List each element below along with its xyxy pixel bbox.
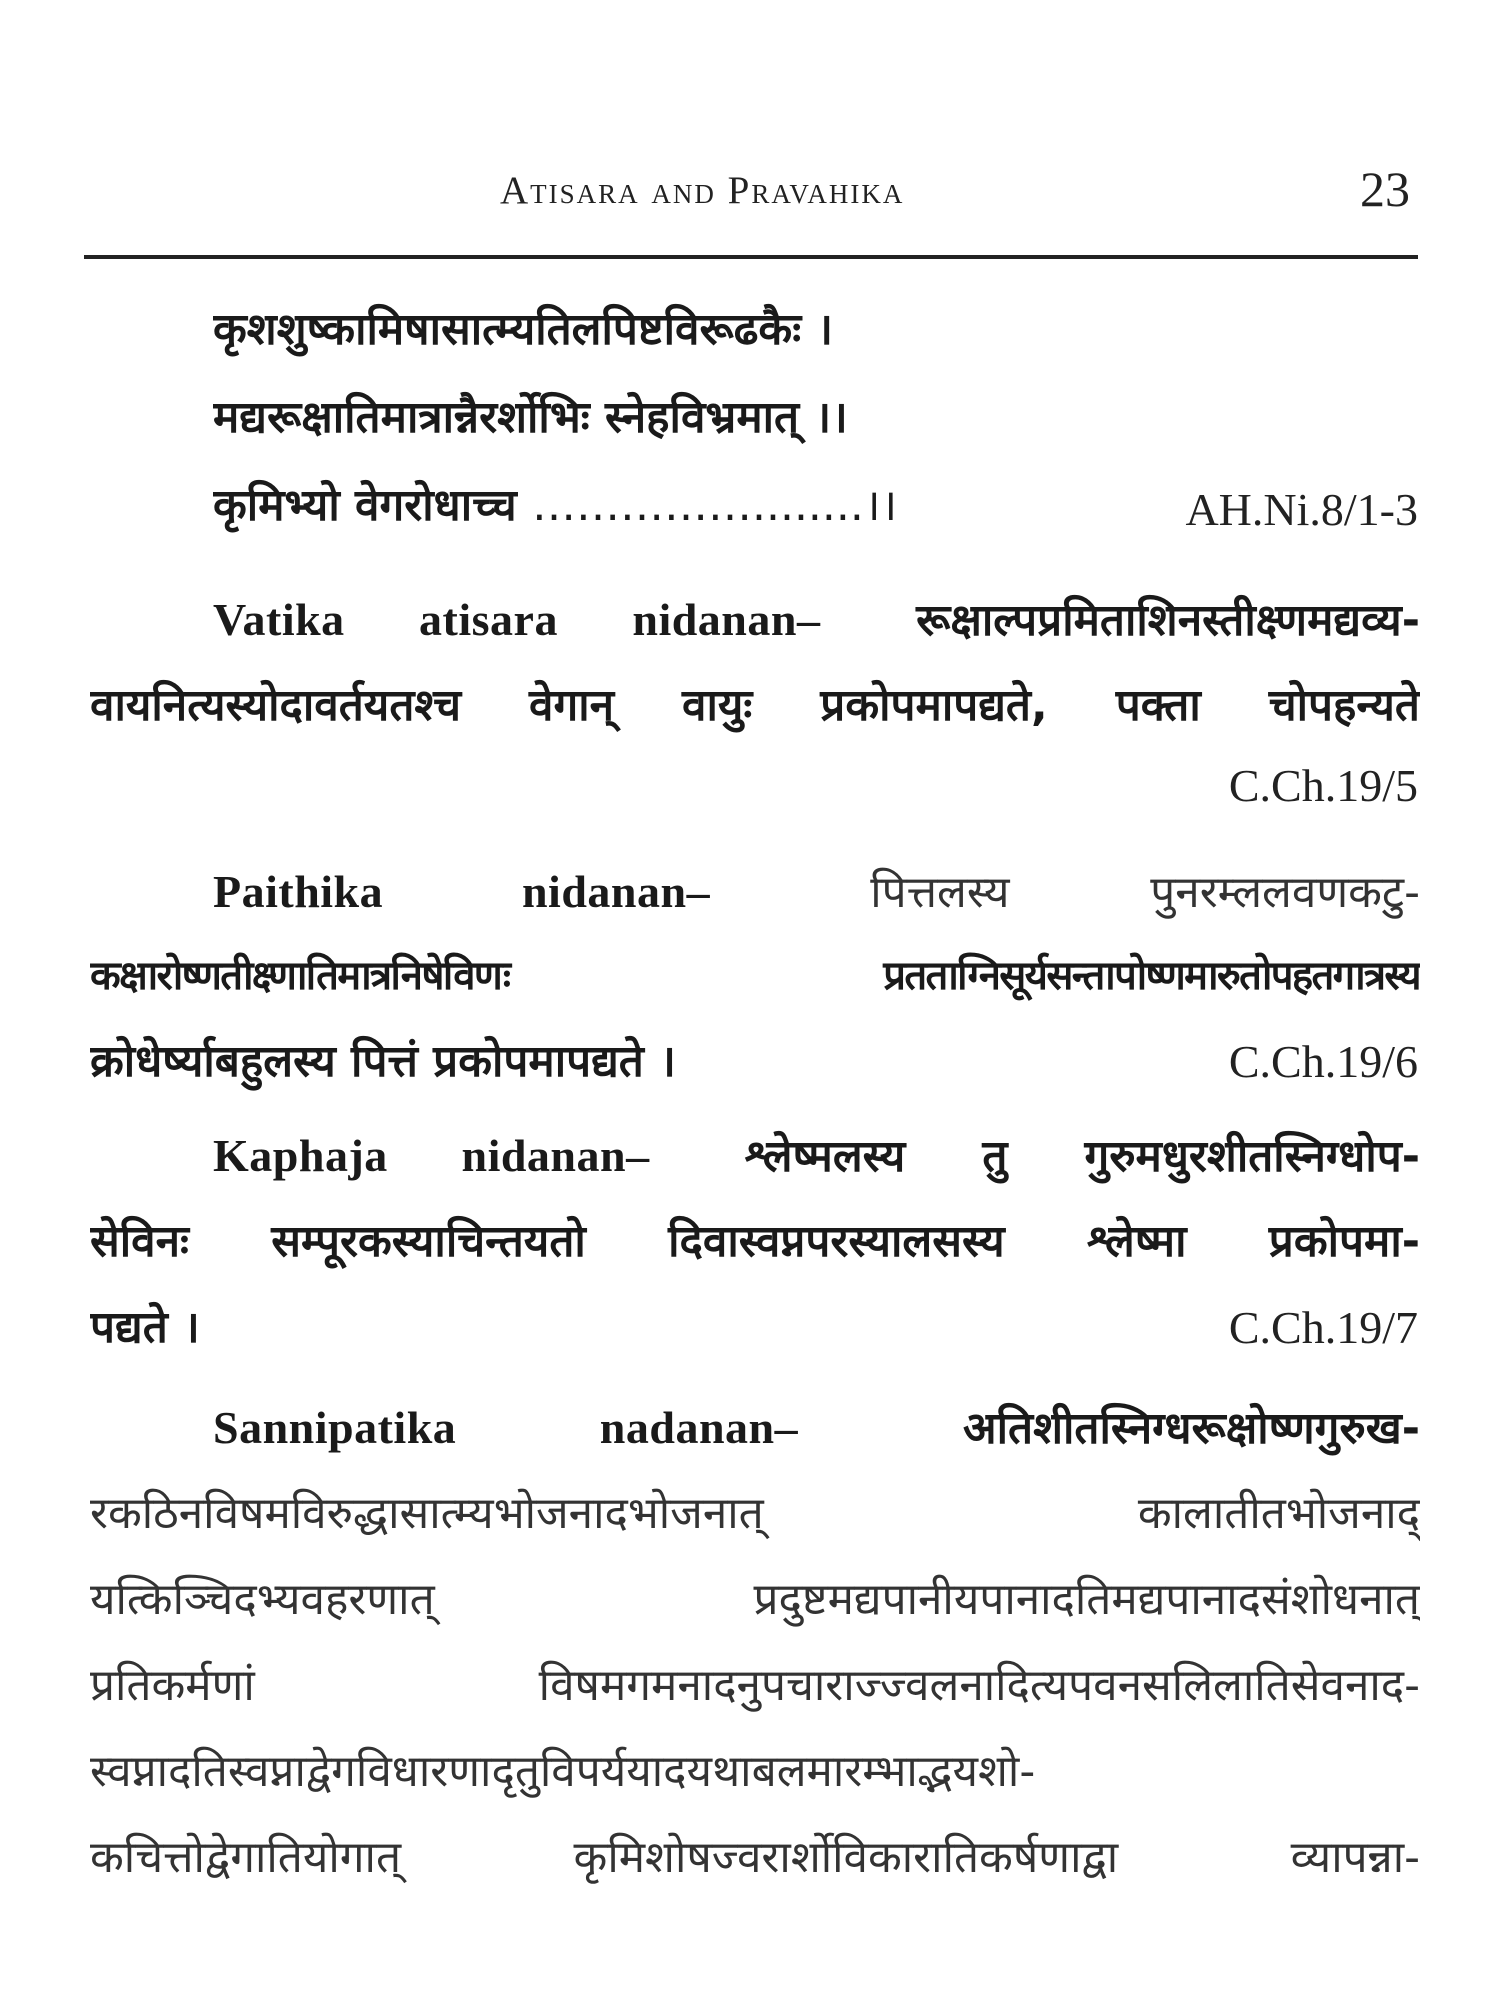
vatika-label: Vatika atisara nidanan– — [213, 594, 821, 645]
paithika-label: Paithika nidanan– — [213, 866, 711, 917]
sannipatika-line-3: यत्किञ्चिदभ्यवहरणात् प्रदुष्टमद्यपानीयपानादतिमद्यपानादसंशोधनात् — [90, 1574, 1420, 1625]
kaphaja-line-2: सेविनः सम्पूरकस्याचिन्तयतो दिवास्वप्नपरस्यालसस्य श्लेष्मा प्रकोपमा- — [90, 1216, 1420, 1267]
paithika-line-1 — [213, 862, 1420, 922]
kaphaja-reference: C.Ch.19/7 — [1228, 1302, 1418, 1353]
sannipatika-line-2: रकठिनविषमविरुद्धासात्म्यभोजनादभोजनात् कालातीतभोजनाद् — [90, 1488, 1420, 1539]
sannipatika-line-6: कचित्तोद्वेगातियोगात् कृमिशोषज्वरार्शोविकारातिकर्षणाद्वा व्यापन्ना- — [90, 1832, 1420, 1883]
verse-line-3 — [213, 476, 1013, 536]
header-divider — [84, 255, 1418, 259]
running-header-title: Atisara and Pravahika — [500, 169, 905, 212]
paithika-line-3: क्रोधेर्ष्याबहुलस्य पित्तं प्रकोपमापद्यते । — [90, 1036, 676, 1087]
verse-line-3-dots: ……………........।। — [531, 480, 898, 531]
sannipatika-label: Sannipatika nadanan– — [213, 1402, 799, 1453]
kaphaja-line-1 — [213, 1126, 1420, 1186]
kaphaja-label: Kaphaja nidanan– — [213, 1130, 650, 1181]
verse-line-2: मद्यरूक्षातिमात्रान्नैरर्शोभिः स्नेहविभ्रमात् ।। — [213, 392, 848, 443]
vatika-text-1: रूक्षाल्पप्रमिताशिनस्तीक्ष्णमद्यव्य- — [916, 595, 1420, 646]
sannipatika-line-1 — [213, 1398, 1420, 1458]
kaphaja-line-3: पद्यते । — [90, 1302, 200, 1353]
kaphaja-text-1: श्लेष्मलस्य तु गुरुमधुरशीतस्निग्धोप- — [744, 1131, 1420, 1182]
vatika-reference: C.Ch.19/5 — [1228, 760, 1418, 811]
sannipatika-line-5: स्वप्नादतिस्वप्नाद्वेगविधारणादृतुविपर्ययादयथाबलमारम्भाद्भयशो- — [90, 1746, 1036, 1797]
paithika-line-2: कक्षारोष्णतीक्ष्णातिमात्रनिषेविणः प्रतताग्निसूर्यसन्तापोष्णमारुतोपहतगात्रस्य — [90, 953, 1420, 999]
sannipatika-text-1: अतिशीतस्निग्धरूक्षोष्णगुरुख- — [963, 1403, 1420, 1454]
vatika-line-1 — [213, 590, 1420, 650]
sannipatika-line-4: प्रतिकर्मणां विषमगमनादनुपचाराज्ज्वलनादित्यपवनसलिलातिसेवनाद- — [90, 1660, 1420, 1711]
paithika-reference: C.Ch.19/6 — [1228, 1036, 1418, 1087]
vatika-line-2: वायनित्यस्योदावर्तयतश्च वेगान् वायुः प्रकोपमापद्यते, पक्ता चोपहन्यते — [90, 680, 1420, 731]
page-number: 23 — [1360, 161, 1410, 217]
verse-line-1: कृशशुष्कामिषासात्म्यतिलपिष्टविरूढकैः । — [213, 304, 834, 355]
verse-reference: AH.Ni.8/1-3 — [1185, 484, 1418, 535]
paithika-text-1: पित्तलस्य पुनरम्ललवणकटु- — [870, 867, 1420, 918]
verse-line-3-text: कृमिभ्यो वेगरोधाच्च — [213, 480, 517, 531]
